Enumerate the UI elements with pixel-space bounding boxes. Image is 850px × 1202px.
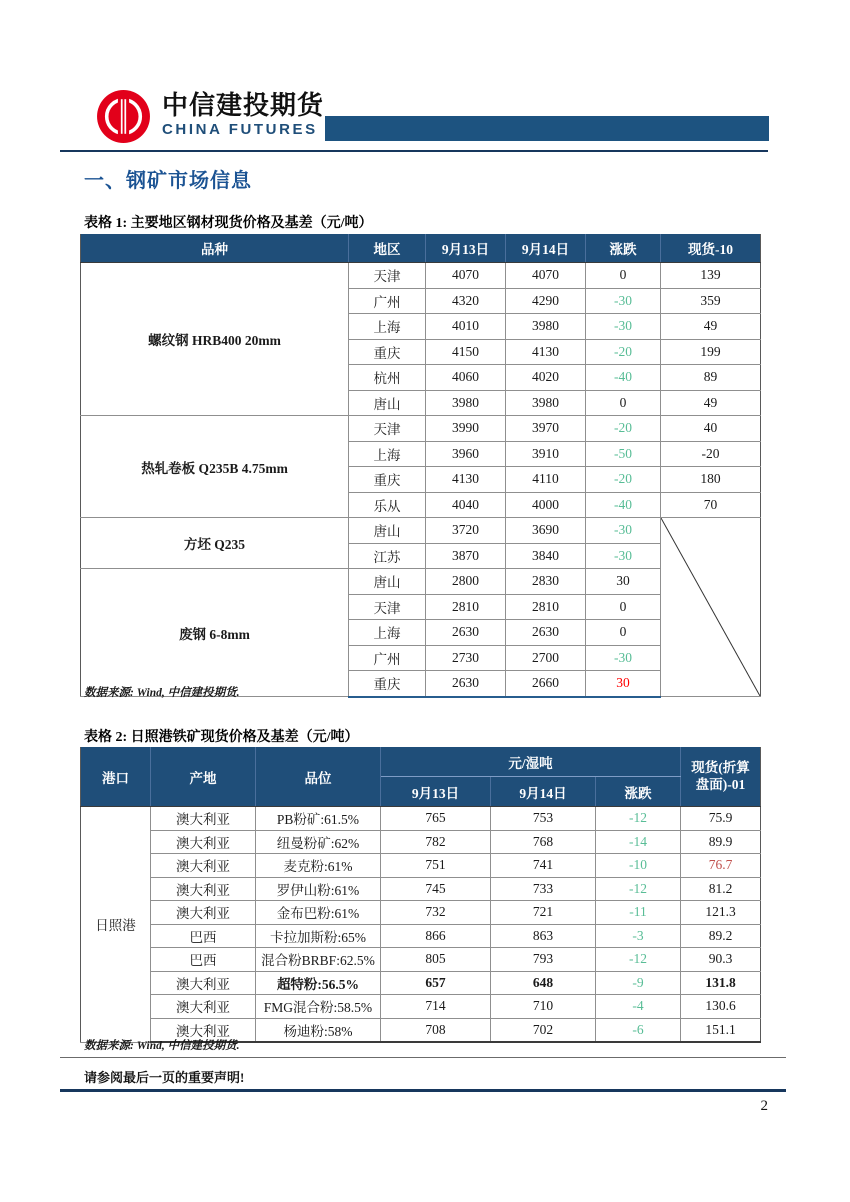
table-row [81,995,761,1019]
table-row [81,518,761,544]
price-cell: 3870 [426,543,506,569]
origin-cell: 澳大利亚 [151,901,256,925]
price-cell: 751 [381,854,491,878]
price-cell: 714 [381,995,491,1019]
change-cell: 0 [586,390,661,416]
price-cell: 745 [381,877,491,901]
change-cell: 0 [586,594,661,620]
region-cell: 乐从 [349,492,426,518]
table-row [81,416,761,442]
price-cell: 4130 [506,339,586,365]
origin-cell: 澳大利亚 [151,830,256,854]
price-cell: 3980 [426,390,506,416]
basis-cell: 151.1 [681,1018,761,1042]
change-cell: -14 [596,830,681,854]
col-header-basis: 现货(折算盘面)-01 [681,747,761,807]
basis-cell: 89 [661,365,761,391]
basis-cell: 180 [661,467,761,493]
price-cell: 4000 [506,492,586,518]
change-cell: -12 [596,807,681,831]
table1-caption: 表格 1: 主要地区钢材现货价格及基差（元/吨） [84,216,373,231]
port-cell: 日照港 [81,807,151,1043]
price-cell: 702 [491,1018,596,1042]
basis-cell: 359 [661,288,761,314]
basis-cell: 131.8 [681,971,761,995]
basis-cell: 76.7 [681,854,761,878]
region-cell: 唐山 [349,518,426,544]
price-cell: 4010 [426,314,506,340]
col-header-origin: 产地 [151,747,256,807]
change-cell: -40 [586,365,661,391]
price-cell: 2730 [426,645,506,671]
region-cell: 上海 [349,314,426,340]
change-cell: 0 [586,263,661,289]
table2-caption: 表格 2: 日照港铁矿现货价格及基差（元/吨） [84,730,359,745]
footer-top-divider [60,1057,786,1058]
table-row [81,971,761,995]
price-cell: 4070 [426,263,506,289]
price-cell: 2810 [426,594,506,620]
change-cell: 30 [586,569,661,595]
price-cell: 732 [381,901,491,925]
table-row [81,830,761,854]
origin-cell: 澳大利亚 [151,854,256,878]
region-cell: 江苏 [349,543,426,569]
header-divider [60,150,768,152]
grade-cell: 超特粉:56.5% [256,971,381,995]
product-cell: 热轧卷板 Q235B 4.75mm [81,416,349,518]
basis-cell: 90.3 [681,948,761,972]
col-header-product: 品种 [81,234,349,263]
region-cell: 杭州 [349,365,426,391]
price-cell: 4110 [506,467,586,493]
grade-cell: 卡拉加斯粉:65% [256,924,381,948]
iron-ore-price-table [80,747,761,1043]
table-row [81,263,761,289]
basis-cell: 49 [661,314,761,340]
region-cell: 广州 [349,288,426,314]
citic-logo-icon [95,88,152,145]
region-cell: 重庆 [349,671,426,697]
header-blue-bar [325,116,769,141]
price-cell: 2630 [426,671,506,697]
price-cell: 741 [491,854,596,878]
price-cell: 2700 [506,645,586,671]
price-cell: 765 [381,807,491,831]
col-header-basis: 现货-10 [661,234,761,263]
col-header-date2: 9月14日 [506,234,586,263]
basis-cell: 40 [661,416,761,442]
footer-disclaimer: 请参阅最后一页的重要声明! [84,1070,245,1085]
change-cell: 30 [586,671,661,697]
origin-cell: 澳大利亚 [151,971,256,995]
change-cell: -10 [596,854,681,878]
price-cell: 805 [381,948,491,972]
grade-cell: 混合粉BRBF:62.5% [256,948,381,972]
origin-cell: 澳大利亚 [151,1018,256,1042]
price-cell: 3910 [506,441,586,467]
price-cell: 863 [491,924,596,948]
page-number: 2 [760,1098,768,1114]
table-row [81,807,761,831]
change-cell: -12 [596,948,681,972]
region-cell: 上海 [349,620,426,646]
basis-cell: 75.9 [681,807,761,831]
origin-cell: 巴西 [151,924,256,948]
price-cell: 753 [491,807,596,831]
price-cell: 3980 [506,314,586,340]
col-header-port: 港口 [81,747,151,807]
change-cell: -50 [586,441,661,467]
price-cell: 3840 [506,543,586,569]
change-cell: -20 [586,339,661,365]
table1-header-row [81,234,761,263]
change-cell: -11 [596,901,681,925]
price-cell: 2800 [426,569,506,595]
price-cell: 866 [381,924,491,948]
price-cell: 3990 [426,416,506,442]
table-row [81,924,761,948]
change-cell: -4 [596,995,681,1019]
grade-cell: 纽曼粉矿:62% [256,830,381,854]
price-cell: 3980 [506,390,586,416]
basis-cell: 89.2 [681,924,761,948]
table2-header-row1 [81,747,761,777]
price-cell: 2830 [506,569,586,595]
change-cell: -30 [586,645,661,671]
change-cell: -30 [586,314,661,340]
table-row [81,901,761,925]
origin-cell: 澳大利亚 [151,995,256,1019]
region-cell: 天津 [349,263,426,289]
change-cell: -30 [586,518,661,544]
change-cell: -9 [596,971,681,995]
basis-cell: -20 [661,441,761,467]
grade-cell: 罗伊山粉:61% [256,877,381,901]
grade-cell: FMG混合粉:58.5% [256,995,381,1019]
price-cell: 3960 [426,441,506,467]
col-header-date1: 9月13日 [381,777,491,807]
table-row [81,948,761,972]
basis-cell: 89.9 [681,830,761,854]
company-name-cn: 中信建投期货 [162,90,325,120]
price-cell: 4060 [426,365,506,391]
section-title: 一、钢矿市场信息 [84,170,252,192]
price-cell: 2810 [506,594,586,620]
price-cell: 2660 [506,671,586,697]
change-cell: -6 [596,1018,681,1042]
price-cell: 721 [491,901,596,925]
change-cell: -30 [586,543,661,569]
change-cell: -12 [596,877,681,901]
diagonal-line [661,518,760,696]
table-row [81,877,761,901]
price-cell: 733 [491,877,596,901]
region-cell: 天津 [349,416,426,442]
change-cell: -20 [586,416,661,442]
steel-spot-price-table [80,234,761,698]
price-cell: 3970 [506,416,586,442]
price-cell: 793 [491,948,596,972]
price-cell: 2630 [506,620,586,646]
price-cell: 4040 [426,492,506,518]
basis-cell: 130.6 [681,995,761,1019]
table-row [81,569,761,595]
region-cell: 广州 [349,645,426,671]
origin-cell: 澳大利亚 [151,877,256,901]
col-header-date1: 9月13日 [426,234,506,263]
change-cell: -3 [596,924,681,948]
grade-cell: 麦克粉:61% [256,854,381,878]
price-cell: 768 [491,830,596,854]
region-cell: 重庆 [349,467,426,493]
col-header-date2: 9月14日 [491,777,596,807]
logo-text [162,88,324,140]
price-cell: 3720 [426,518,506,544]
col-header-change: 涨跌 [596,777,681,807]
basis-cell: 70 [661,492,761,518]
change-cell: -20 [586,467,661,493]
region-cell: 重庆 [349,339,426,365]
region-cell: 唐山 [349,390,426,416]
product-cell: 方坯 Q235 [81,518,349,569]
grade-cell: 杨迪粉:58% [256,1018,381,1042]
table1-source: 数据来源: Wind, 中信建投期货. [84,687,240,699]
basis-cell: 121.3 [681,901,761,925]
col-header-region: 地区 [349,234,426,263]
col-header-grade: 品位 [256,747,381,807]
basis-cell: 49 [661,390,761,416]
price-cell: 648 [491,971,596,995]
region-cell: 天津 [349,594,426,620]
price-cell: 710 [491,995,596,1019]
price-cell: 2630 [426,620,506,646]
price-cell: 4320 [426,288,506,314]
footer-bottom-divider [60,1089,786,1092]
region-cell: 唐山 [349,569,426,595]
origin-cell: 巴西 [151,948,256,972]
company-name-en: CHINA FUTURES [162,121,318,138]
price-cell: 4150 [426,339,506,365]
price-cell: 4290 [506,288,586,314]
change-cell: 0 [586,620,661,646]
price-cell: 4130 [426,467,506,493]
price-cell: 3690 [506,518,586,544]
col-header-unit: 元/湿吨 [381,747,681,777]
table-row [81,854,761,878]
origin-cell: 澳大利亚 [151,807,256,831]
company-logo [95,88,324,145]
price-cell: 782 [381,830,491,854]
col-header-change: 涨跌 [586,234,661,263]
price-cell: 4070 [506,263,586,289]
grade-cell: PB粉矿:61.5% [256,807,381,831]
change-cell: -30 [586,288,661,314]
grade-cell: 金布巴粉:61% [256,901,381,925]
product-cell: 螺纹钢 HRB400 20mm [81,263,349,416]
empty-diagonal-cell [661,518,761,697]
product-cell: 废钢 6-8mm [81,569,349,697]
price-cell: 657 [381,971,491,995]
price-cell: 708 [381,1018,491,1042]
basis-cell: 81.2 [681,877,761,901]
table2-source: 数据来源: Wind, 中信建投期货. [84,1040,240,1052]
change-cell: -40 [586,492,661,518]
basis-cell: 199 [661,339,761,365]
basis-cell: 139 [661,263,761,289]
region-cell: 上海 [349,441,426,467]
price-cell: 4020 [506,365,586,391]
